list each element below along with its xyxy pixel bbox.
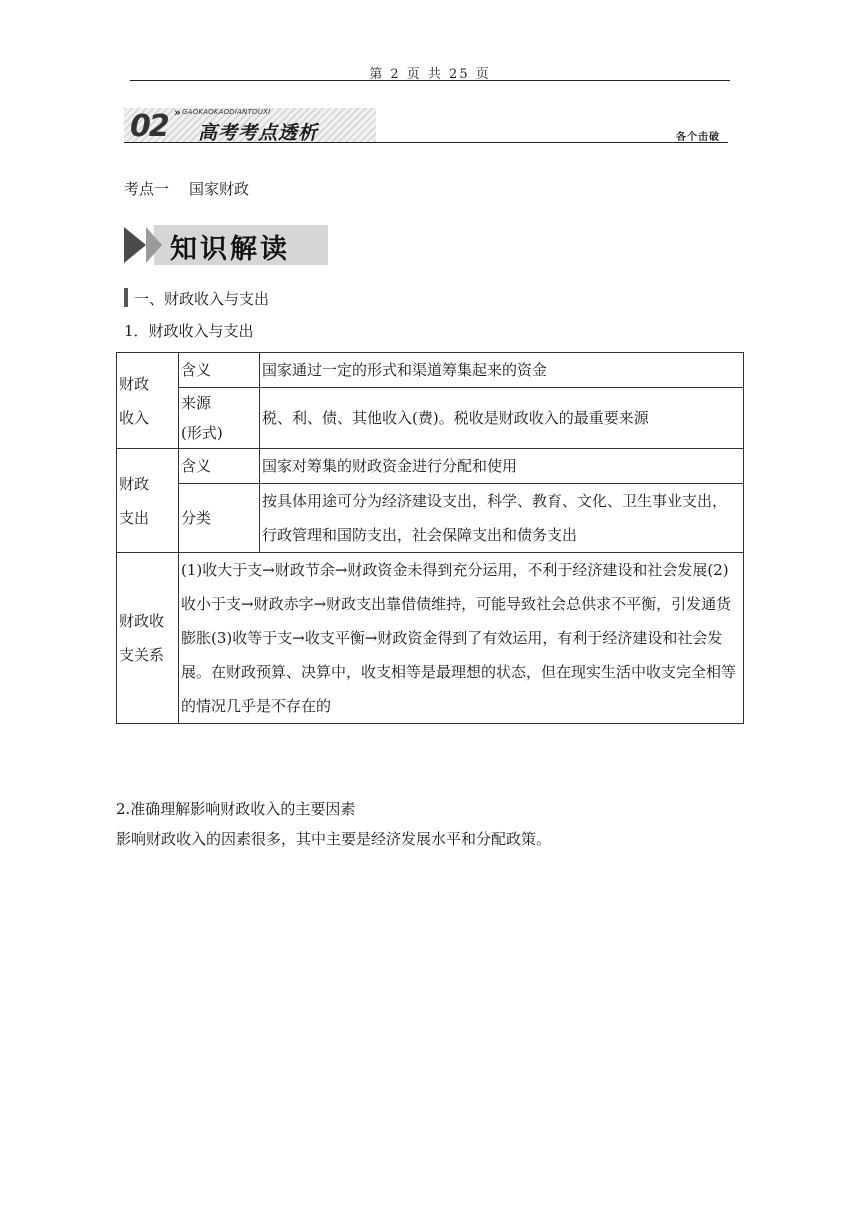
expenditure-meaning-label: 含义 bbox=[179, 449, 260, 484]
relation-group-line-2: 支关系 bbox=[119, 646, 165, 664]
income-source-label-line-1: 来源 bbox=[181, 394, 212, 412]
double-chevron-icon: » bbox=[174, 106, 181, 119]
subsection-title: 1．财政收入与支出 bbox=[124, 322, 254, 340]
income-group-cell bbox=[117, 353, 179, 449]
topic-label: 考点一 bbox=[124, 180, 170, 198]
section-title: 一、财政收入与支出 bbox=[134, 290, 270, 308]
relation-group-cell bbox=[117, 553, 179, 724]
income-source-text: 税、利、债、其他收入(费)。税收是财政收入的最重要来源 bbox=[260, 388, 744, 449]
income-meaning-text: 国家通过一定的形式和渠道筹集起来的资金 bbox=[260, 353, 744, 388]
paragraph-heading: 2.准确理解影响财政收入的主要因素 bbox=[116, 800, 356, 818]
table-row bbox=[117, 553, 744, 724]
income-group-line-1: 财政 bbox=[119, 374, 150, 393]
expenditure-meaning-text: 国家对筹集的财政资金进行分配和使用 bbox=[260, 449, 744, 484]
banner-pinyin: GAOKAOKAODIANTOUXI bbox=[182, 108, 271, 116]
table-row bbox=[117, 353, 744, 388]
knowledge-badge-label: 知识解读 bbox=[170, 234, 290, 265]
expenditure-group-cell bbox=[117, 449, 179, 553]
banner-number: 02 bbox=[130, 109, 168, 144]
play-arrow-icon bbox=[124, 227, 146, 263]
finance-table bbox=[116, 352, 744, 724]
table-row bbox=[117, 388, 744, 449]
expenditure-group-line-1: 财政 bbox=[119, 474, 150, 493]
play-arrow-shadow-icon bbox=[146, 227, 162, 263]
paragraph-body: 影响财政收入的因素很多，其中主要是经济发展水平和分配政策。 bbox=[116, 830, 552, 848]
expenditure-category-label: 分类 bbox=[179, 484, 260, 553]
relation-text: (1)收大于支→财政节余→财政资金未得到充分运用，不利于经济建设和社会发展(2)收小于支→财政赤字→财政支出靠借债维持，可能导致社会总供求不平衡，引发通货膨胀(3)收等于支→收支平衡→财政资金得到了有效运用，有利于经济建设和社会发展。在财政预算、决算中，收支相等是最理想的状态，但在现实生活中收支完全相等的情况几乎是不存在的 bbox=[179, 553, 744, 724]
income-source-label-line-2: (形式) bbox=[181, 424, 223, 442]
topic-heading bbox=[124, 178, 249, 199]
income-source-label bbox=[179, 388, 260, 449]
relation-group-line-1: 财政收 bbox=[119, 612, 165, 630]
expenditure-group-line-2: 支出 bbox=[119, 508, 150, 527]
banner-right-text: 各个击破 bbox=[676, 132, 720, 143]
knowledge-badge bbox=[124, 225, 328, 265]
banner-title: 高考考点透析 bbox=[198, 122, 319, 144]
table-row bbox=[117, 484, 744, 553]
income-meaning-label: 含义 bbox=[179, 353, 260, 388]
topic-name: 国家财政 bbox=[189, 180, 250, 198]
income-group-line-2: 收入 bbox=[119, 408, 150, 427]
table-row bbox=[117, 449, 744, 484]
section-banner bbox=[124, 108, 376, 142]
page-number-header: 第 2 页 共 25 页 bbox=[369, 67, 491, 82]
banner-rule bbox=[124, 142, 728, 143]
section-marker-bar bbox=[124, 288, 128, 307]
header-rule bbox=[130, 80, 730, 81]
expenditure-category-text: 按具体用途可分为经济建设支出，科学、教育、文化、卫生事业支出，行政管理和国防支出，社会保障支出和债务支出 bbox=[260, 484, 744, 553]
